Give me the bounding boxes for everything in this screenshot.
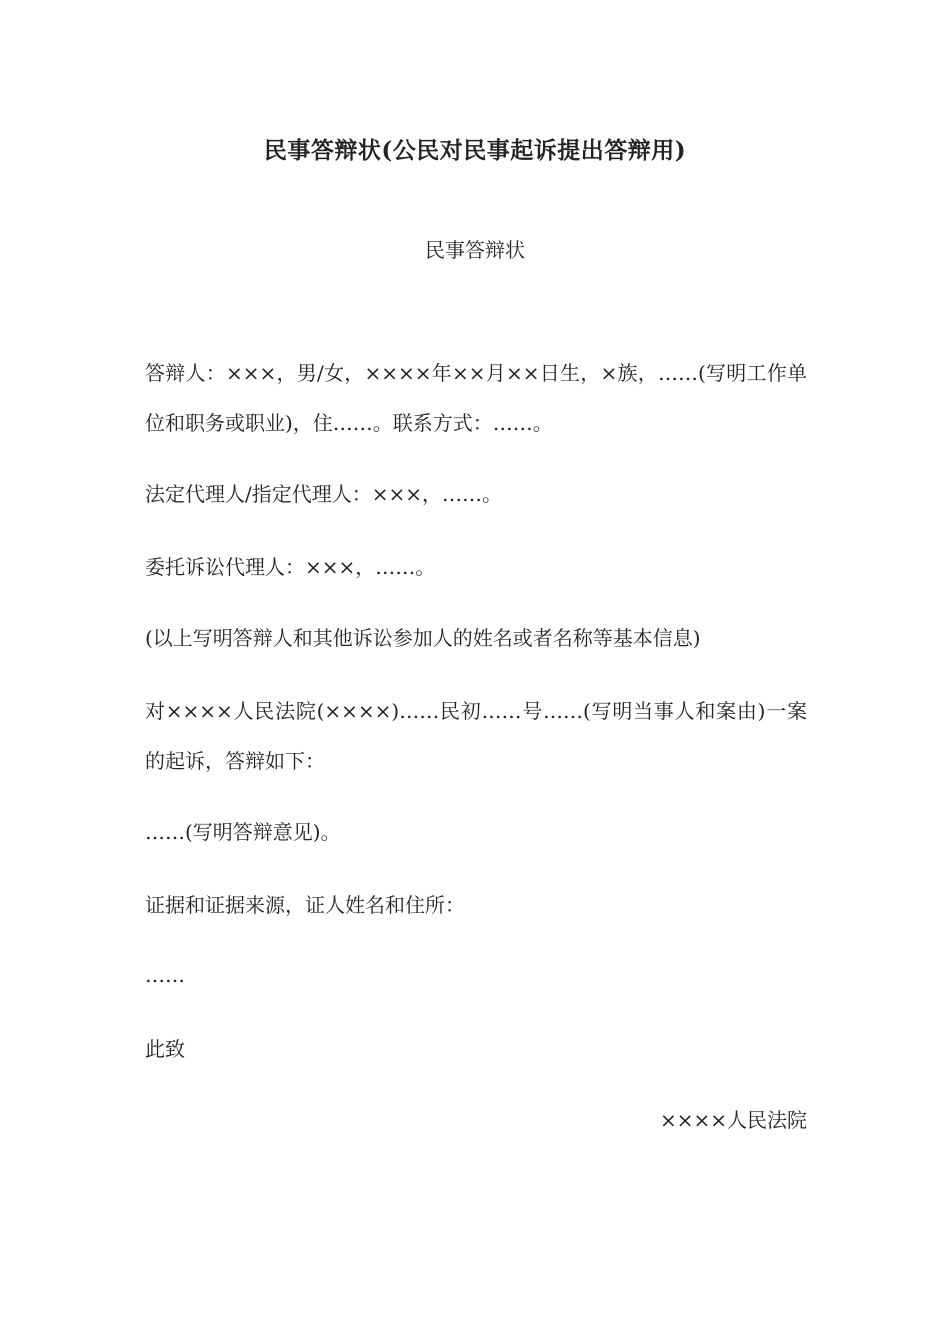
document-title: 民事答辩状(公民对民事起诉提出答辩用) [263, 137, 687, 164]
opinion-paragraph: ……(写明答辩意见)。 [145, 820, 341, 844]
evidence-body: …… [145, 963, 185, 987]
evidence-heading: 证据和证据来源，证人姓名和住所： [145, 893, 465, 917]
case-intro-paragraph: 对××××人民法院(××××)……民初……号……(写明当事人和案由)一案的起诉，答辩如下： [145, 699, 807, 773]
legal-agent-paragraph: 法定代理人/指定代理人：×××，……。 [145, 482, 503, 506]
entrusted-agent-paragraph: 委托诉讼代理人：×××，……。 [145, 555, 436, 579]
salutation: 此致 [145, 1037, 185, 1061]
info-note-paragraph: (以上写明答辩人和其他诉讼参加人的姓名或者名称等基本信息) [145, 626, 701, 650]
court-name: ××××人民法院 [659, 1108, 807, 1132]
respondent-paragraph: 答辩人：×××，男/女，××××年××月××日生，×族，……(写明工作单位和职务或职业)，住……。联系方式：……。 [145, 361, 807, 435]
document-subtitle: 民事答辩状 [425, 238, 525, 262]
